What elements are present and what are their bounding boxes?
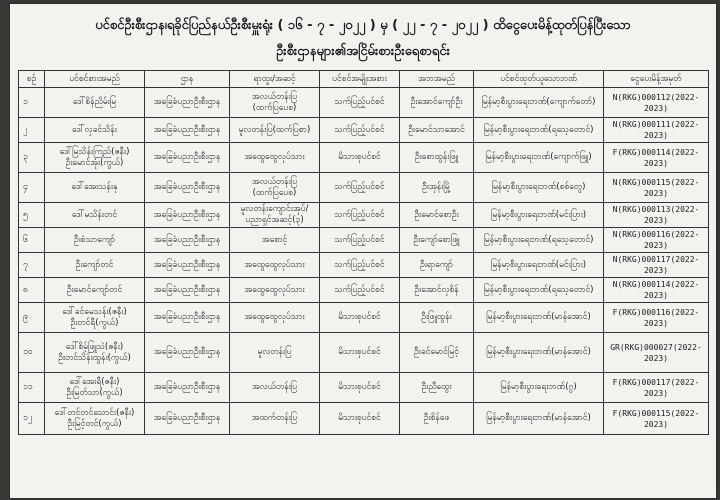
table-row [19, 143, 709, 173]
cell-pension-type: မိသားစုပင်စင် [320, 143, 400, 173]
cell-rank: အလယ်တန်းပြ (ထက်ပြပေစ) [230, 88, 320, 118]
cell-no: ၄ [19, 173, 45, 203]
header-department: ဌာန [145, 71, 230, 88]
cell-pension-type: သက်ပြည့်ပင်စင် [320, 173, 400, 203]
cell-name: ဒေါ်မြသိန်းကြည်(ဇနီး) ဦးမောင်အုံး(ကွယ်) [45, 143, 145, 173]
cell-bank: မြန်မာ့စီးပွားရေးဘဏ်(မာန်အောင်) [474, 403, 604, 435]
cell-pension-type: သက်ပြည့်ပင်စင် [320, 228, 400, 253]
header-rank: ရာထူး/အဆင့် [230, 71, 320, 88]
table-row [19, 253, 709, 278]
cell-name: ဒေါ်ခင်မေသန်း(ဇနီး) ဦးတင်ရီ(ကွယ်) [45, 303, 145, 333]
cell-rank: အလယ်တန်းပြ (ထက်ပြပေစ) [230, 173, 320, 203]
cell-certificate-no: F(RKG)000115(2022-2023) [604, 403, 709, 435]
header-pension-type: ပင်စင်အမျိုးအစား [320, 71, 400, 88]
cell-department: အခြေခံပညာဦးစီးဌာန [145, 118, 230, 143]
cell-certificate-no: N(RKG)000115(2022-2023) [604, 173, 709, 203]
cell-department: အခြေခံပညာဦးစီးဌာန [145, 228, 230, 253]
table-row [19, 333, 709, 373]
table-row [19, 228, 709, 253]
cell-name: ဒေါ်စိန်ညိမ်းမြ [45, 88, 145, 118]
cell-certificate-no: N(RKG)000111(2022-2023) [604, 118, 709, 143]
cell-bank: မြန်မာ့စီးပွားရေးဘဏ်(မာန်အောင်) [474, 303, 604, 333]
cell-department: အခြေခံပညာဦးစီးဌာန [145, 173, 230, 203]
cell-no: ၁၂ [19, 403, 45, 435]
cell-pension-type: သက်ပြည့်ပင်စင် [320, 118, 400, 143]
cell-name: ဒေါ်တင်တင်သောင်း(ဇနီး) ဦးမြင့်တင်(ကွယ်) [45, 403, 145, 435]
cell-certificate-no: N(RKG)000114(2022-2023) [604, 278, 709, 303]
cell-rank: အစောင့် [230, 228, 320, 253]
cell-certificate-no: GR(RKG)000027(2022-2023) [604, 333, 709, 373]
cell-father-name: ဦးအုန်းမြို့ [400, 173, 474, 203]
cell-name: ဒေါ်လှခင်သိန်း [45, 118, 145, 143]
cell-father-name: ဦးခင်မောင်မြင့် [400, 333, 474, 373]
table-row [19, 278, 709, 303]
cell-certificate-no: N(RKG)000112(2022-2023) [604, 88, 709, 118]
cell-department: အခြေခံပညာဦးစီးဌာန [145, 278, 230, 303]
pension-table [18, 70, 709, 435]
cell-father-name: ဦးအောင်လှစိန် [400, 278, 474, 303]
header-no: စဉ် [19, 71, 45, 88]
cell-no: ၆ [19, 228, 45, 253]
cell-no: ၂ [19, 118, 45, 143]
cell-father-name: ဦးရာကျော် [400, 253, 474, 278]
cell-father-name: ဦးကျော်စောဖြူ [400, 228, 474, 253]
cell-rank: အထက်တန်းပြ [230, 403, 320, 435]
cell-certificate-no: F(RKG)000116(2022-2023) [604, 303, 709, 333]
cell-certificate-no: N(RKG)000116(2022-2023) [604, 228, 709, 253]
cell-father-name: ဦးစိန်ဖေ [400, 403, 474, 435]
cell-certificate-no: F(RKG)000114(2022-2023) [604, 143, 709, 173]
cell-department: အခြေခံပညာဦးစီးဌာန [145, 88, 230, 118]
cell-no: ၈ [19, 278, 45, 303]
table-row [19, 373, 709, 403]
cell-no: ၇ [19, 253, 45, 278]
cell-bank: မြန်မာ့စီးပွားရေးဘဏ်(မာန်အောင်) [474, 333, 604, 373]
table-header-row [19, 71, 709, 88]
cell-no: ၁၁ [19, 373, 45, 403]
header-name: ပင်စင်စားအမည် [45, 71, 145, 88]
cell-pension-type: မိသားစုပင်စင် [320, 303, 400, 333]
cell-bank: မြန်မာ့စီးပွားရေးဘဏ်(ကျောက်တော်) [474, 88, 604, 118]
cell-rank: အထွေထွေလုပ်သား [230, 253, 320, 278]
cell-bank: မြန်မာ့စီးပွားရေးဘဏ်(ဂွ) [474, 373, 604, 403]
cell-pension-type: မိသားစုပင်စင် [320, 403, 400, 435]
table-row [19, 303, 709, 333]
cell-rank: မူလတန်းပြ(ထက်ပြစာ) [230, 118, 320, 143]
cell-department: အခြေခံပညာဦးစီးဌာန [145, 403, 230, 435]
cell-name: ဒေါ်စိမ့်ဖြူသဲ(ဇနီး) ဦးတင်သိန်းထွန်း(ကွယ်) [45, 333, 145, 373]
document-page [10, 4, 716, 498]
cell-pension-type: မိသားစုပင်စင် [320, 373, 400, 403]
cell-department: အခြေခံပညာဦးစီးဌာန [145, 203, 230, 228]
cell-bank: မြန်မာ့စီးပွားရေးဘဏ်(ကျောက်ဖြူ) [474, 143, 604, 173]
cell-pension-type: သက်ပြည့်ပင်စင် [320, 253, 400, 278]
cell-name: ဦးကျော်တင် [45, 253, 145, 278]
cell-name: ဒေါ်အေးသန်းနု [45, 173, 145, 203]
header-father-name: အဘအမည် [400, 71, 474, 88]
page-subtitle: ဦးစီးဌာနများ၏အငြိမ်းစားဦးရေစာရင်း [276, 44, 450, 59]
header-certificate-no: ငွေပေးမိန့်အမှတ် [604, 71, 709, 88]
cell-name: ဒေါ်မသိန်းတင် [45, 203, 145, 228]
cell-no: ၁၀ [19, 333, 45, 373]
cell-bank: မြန်မာ့စီးပွားရေးဘဏ်(ရသေ့တောင်) [474, 118, 604, 143]
cell-no: ၉ [19, 303, 45, 333]
cell-no: ၁ [19, 88, 45, 118]
table-row [19, 118, 709, 143]
cell-father-name: ဦးမောင်သာအောင် [400, 118, 474, 143]
cell-department: အခြေခံပညာဦးစီးဌာန [145, 373, 230, 403]
cell-father-name: ဦးစောထွန်းဖြူ [400, 143, 474, 173]
cell-bank: မြန်မာ့စီးပွားရေးဘဏ်(မင်းပြား) [474, 253, 604, 278]
cell-department: အခြေခံပညာဦးစီးဌာန [145, 333, 230, 373]
cell-bank: မြန်မာ့စီးပွားရေးဘဏ်(စစ်တွေ) [474, 173, 604, 203]
cell-father-name: ဦးဖြူထွန်း [400, 303, 474, 333]
cell-name: ဦးစံသာကျော် [45, 228, 145, 253]
cell-pension-type: သက်ပြည့်ပင်စင် [320, 203, 400, 228]
cell-rank: အထွေထွေလုပ်သား [230, 143, 320, 173]
cell-rank: မူလတန်းပြ [230, 333, 320, 373]
cell-rank: မူလတန်းကျောင်းအုပ်/ ပညာရှင်အဆင့်(၃) [230, 203, 320, 228]
cell-bank: မြန်မာ့စီးပွားရေးဘဏ်(ရသေ့တောင်) [474, 228, 604, 253]
cell-name: ဒေါ်အေးရီ(ဇနီး) ဦးမြတ်သာ(ကွယ်) [45, 373, 145, 403]
cell-father-name: ဦးမောင်စောဦး [400, 203, 474, 228]
table-row [19, 88, 709, 118]
table-row [19, 403, 709, 435]
cell-pension-type: သက်ပြည့်ပင်စင် [320, 88, 400, 118]
cell-father-name: ဦးညီထွေး [400, 373, 474, 403]
header-bank: ပင်စင်ထုတ်ယူသောဘဏ် [474, 71, 604, 88]
table-row [19, 203, 709, 228]
cell-rank: အထွေထွေလုပ်သား [230, 278, 320, 303]
cell-certificate-no: F(RKG)000117(2022-2023) [604, 373, 709, 403]
cell-father-name: ဦးအောင်ကျော်ဦး [400, 88, 474, 118]
cell-rank: အထွေထွေလုပ်သား [230, 303, 320, 333]
cell-certificate-no: N(RKG)000117(2022-2023) [604, 253, 709, 278]
cell-no: ၅ [19, 203, 45, 228]
table-row [19, 173, 709, 203]
cell-rank: အလယ်တန်းပြ [230, 373, 320, 403]
cell-department: အခြေခံပညာဦးစီးဌာန [145, 253, 230, 278]
cell-bank: မြန်မာ့စီးပွားရေးဘဏ်(ရသေ့တောင်) [474, 278, 604, 303]
cell-name: ဦးမောင်ကျော်တင် [45, 278, 145, 303]
cell-department: အခြေခံပညာဦးစီးဌာန [145, 143, 230, 173]
cell-department: အခြေခံပညာဦးစီးဌာန [145, 303, 230, 333]
cell-pension-type: သက်ပြည့်ပင်စင် [320, 278, 400, 303]
cell-certificate-no: N(RKG)000113(2022-2023) [604, 203, 709, 228]
cell-bank: မြန်မာ့စီးပွားရေးဘဏ်(မင်းပြား) [474, 203, 604, 228]
cell-no: ၃ [19, 143, 45, 173]
page-title: ပင်စင်ဦးစီးဌာန၊ရခိုင်ပြည်နယ်ဦးစီးမှူးရုံး ( ၁၆ - ၇ - ၂၀၂၂ ) မှ ( ၂၂ - ၇ - ၂၀၂၂ ) ထိငွေပေးမိန့်ထုတ်ပြန်ပြီးသော [95, 18, 631, 33]
cell-pension-type: မိသားစုပင်စင် [320, 333, 400, 373]
